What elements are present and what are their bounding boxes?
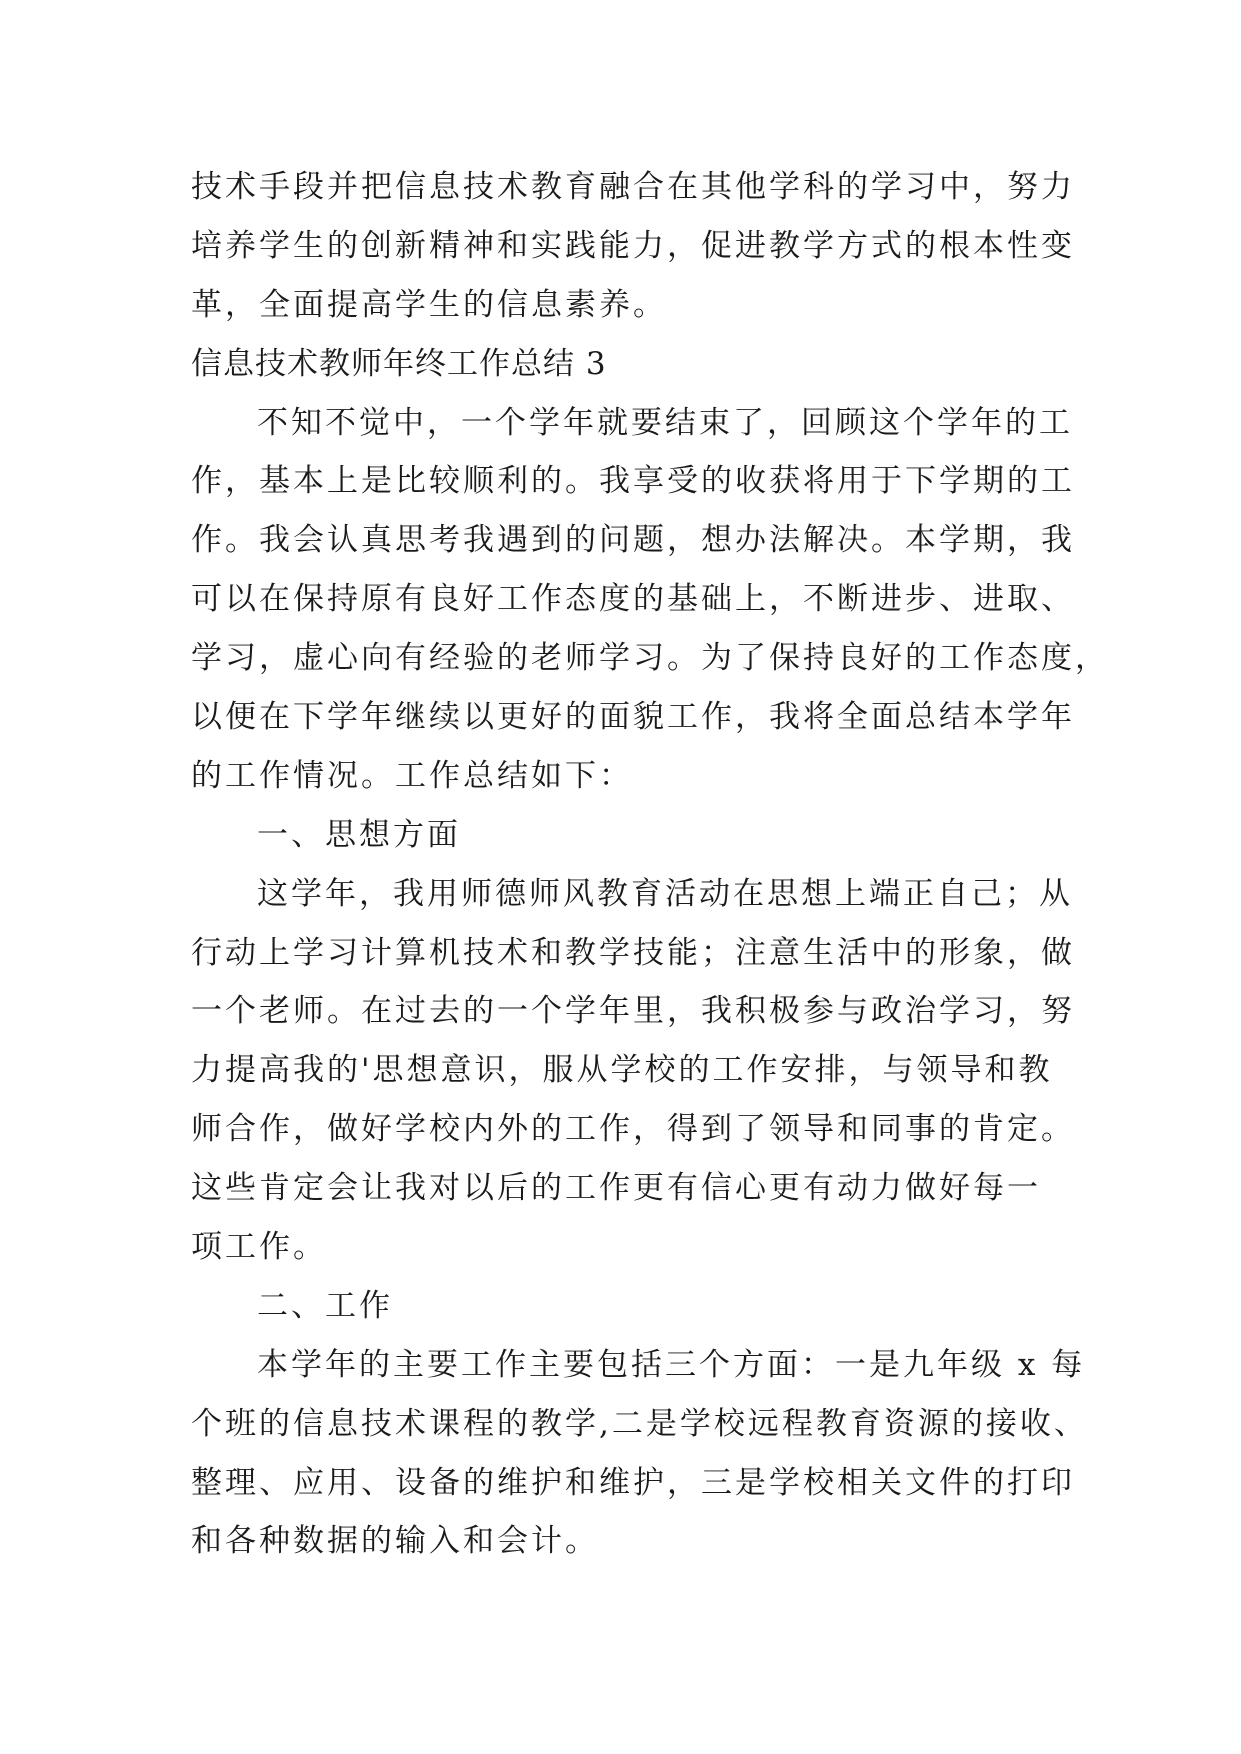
body-text-line: 个班的信息技术课程的教学,二是学校远程教育资源的接收、: [191, 1405, 1088, 1442]
subheading-work: 二、工作: [257, 1287, 393, 1324]
document-body: [191, 158, 1109, 1571]
body-text-line: 这些肯定会让我对以后的工作更有信心更有动力做好每一: [191, 1170, 1041, 1207]
body-text-line: 作，基本上是比较顺利的。我享受的收获将用于下学期的工: [191, 463, 1075, 500]
body-text-line: 一个老师。在过去的一个学年里，我积极参与政治学习，努: [191, 993, 1075, 1030]
body-text-line: 和各种数据的输入和会计。: [191, 1523, 599, 1560]
body-text-line: 革，全面提高学生的信息素养。: [191, 286, 667, 323]
section-title: 信息技术教师年终工作总结 3: [191, 345, 607, 382]
body-text-line: 行动上学习计算机技术和教学技能；注意生活中的形象，做: [191, 934, 1075, 971]
paragraph-first-line: 不知不觉中，一个学年就要结束了，回顾这个学年的工: [257, 404, 1073, 441]
body-text-line: 培养学生的创新精神和实践能力，促进教学方式的根本性变: [191, 227, 1075, 264]
body-text-line: 学习，虚心向有经验的老师学习。为了保持良好的工作态度，: [191, 640, 1109, 677]
body-text-line: 项工作。: [191, 1229, 327, 1266]
body-text-line: 以便在下学年继续以更好的面貌工作，我将全面总结本学年: [191, 699, 1075, 736]
body-text-line: 整理、应用、设备的维护和维护，三是学校相关文件的打印: [191, 1464, 1075, 1501]
paragraph-first-line: 这学年，我用师德师风教育活动在思想上端正自己；从: [257, 875, 1073, 912]
paragraph-first-line: 本学年的主要工作主要包括三个方面：一是九年级 x 每: [257, 1346, 1086, 1383]
body-text-line: 师合作，做好学校内外的工作，得到了领导和同事的肯定。: [191, 1111, 1075, 1148]
body-text-line: 技术手段并把信息技术教育融合在其他学科的学习中，努力: [191, 169, 1075, 205]
body-text-line: 力提高我的'思想意识，服从学校的工作安排，与领导和教: [191, 1052, 1053, 1089]
body-text-line: 的工作情况。工作总结如下：: [191, 757, 633, 794]
body-text-line: 作。我会认真思考我遇到的问题，想办法解决。本学期，我: [191, 522, 1075, 559]
subheading-thought: 一、思想方面: [257, 816, 461, 853]
body-text-line: 可以在保持原有良好工作态度的基础上，不断进步、进取、: [191, 581, 1075, 618]
